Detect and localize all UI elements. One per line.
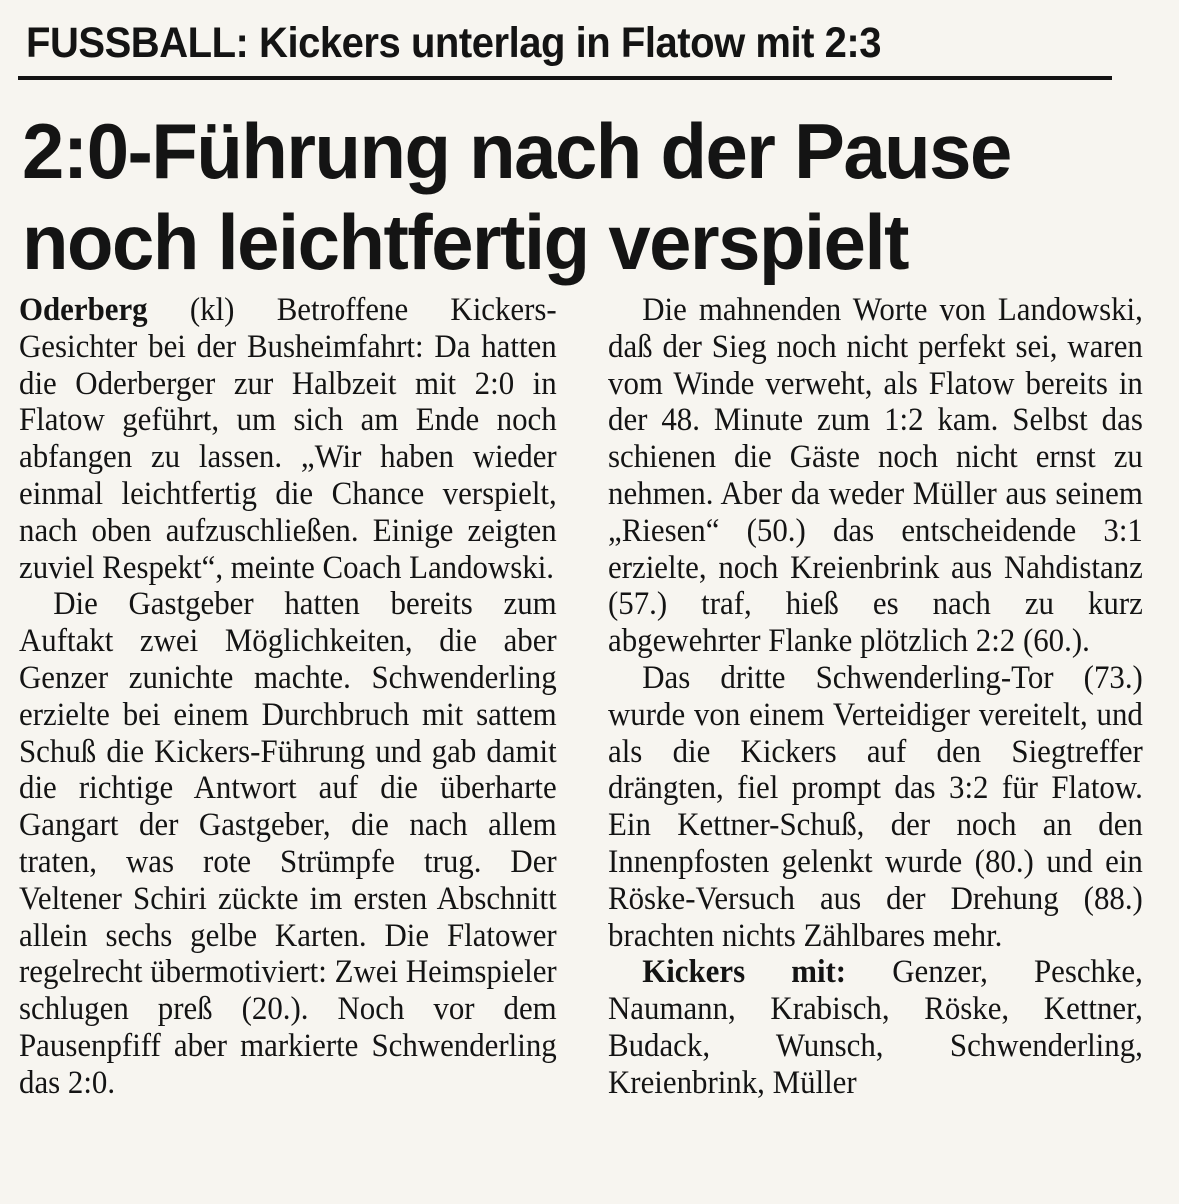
paragraph-second-half: Die mahnenden Worte von Landowski, daß der Sieg noch nicht perfekt sei, waren vom Winde verweht, als Flatow bereits in der 48. Minute zum 1:2 kam. Selbst das schienen die Gäste noch nicht ernst zu nehmen. Aber da weder Müller aus seinem „Riesen“ (50.) das entscheidende 3:1 erzielte, noch Kreienbrink aus Nahdistanz (57.) traf, hieß es nach zu kurz abgewehrter Flanke plötzlich 2:2 (60.). [608, 292, 1143, 660]
headline [22, 106, 1143, 288]
lineup-label: Kickers mit: [642, 954, 847, 991]
right-column [608, 292, 1143, 1102]
paragraph-lineup [608, 954, 1143, 1101]
kicker-line: FUSSBALL: Kickers unterlag in Flatow mit 2:3 [26, 19, 882, 67]
kicker-underline [18, 76, 1112, 80]
headline-line-1: 2:0-Führung nach der Pause [22, 107, 1011, 195]
paragraph-final-phase: Das dritte Schwenderling-Tor (73.) wurde von einem Verteidiger vereitelt, und als die Kickers auf den Siegtreffer drängten, fiel prompt das 3:2 für Flatow. Ein Kettner-Schuß, der noch an den Innenpfosten gelenkt wurde (80.) und ein Röske-Versuch aus der Drehung (88.) brachten nichts Zählbares mehr. [608, 659, 1143, 954]
paragraph-intro-text: (kl) Betroffene Kickers-Gesichter bei der Busheimfahrt: Da hatten die Oderberger zur Halbzeit mit 2:0 in Flatow geführt, um sich am Ende noch abfangen zu lassen. „Wir haben wieder einmal leichtfertig die Chance verspielt, nach oben aufzuschließen. Einige zeigten zuviel Respekt“, meinte Coach Landowski. [19, 292, 557, 586]
left-column [19, 292, 557, 1102]
paragraph-first-half: Die Gastgeber hatten bereits zum Auftakt zwei Möglichkeiten, die aber Genzer zunichte machte. Schwenderling erzielte bei einem Durchbruch mit sattem Schuß die Kickers-Führung und gab damit die richtige Antwort auf die überharte Gangart der Gastgeber, die nach allem traten, was rote Strümpfe trug. Der Veltener Schiri zückte im ersten Abschnitt allein sechs gelbe Karten. Die Flatower regelrecht übermotiviert: Zwei Heimspieler schlugen preß (20.). Noch vor dem Pausenpfiff aber markierte Schwenderling das 2:0. [19, 586, 557, 1101]
dateline: Oderberg [19, 292, 148, 328]
paragraph-intro [19, 292, 557, 586]
headline-line-2: noch leichtfertig verspielt [22, 198, 909, 286]
lineup-players: Genzer, Peschke, Naumann, Krabisch, Röske, Kettner, Budack, Wunsch, Schwenderling, Kreienbrink, Müller [608, 954, 1143, 1101]
